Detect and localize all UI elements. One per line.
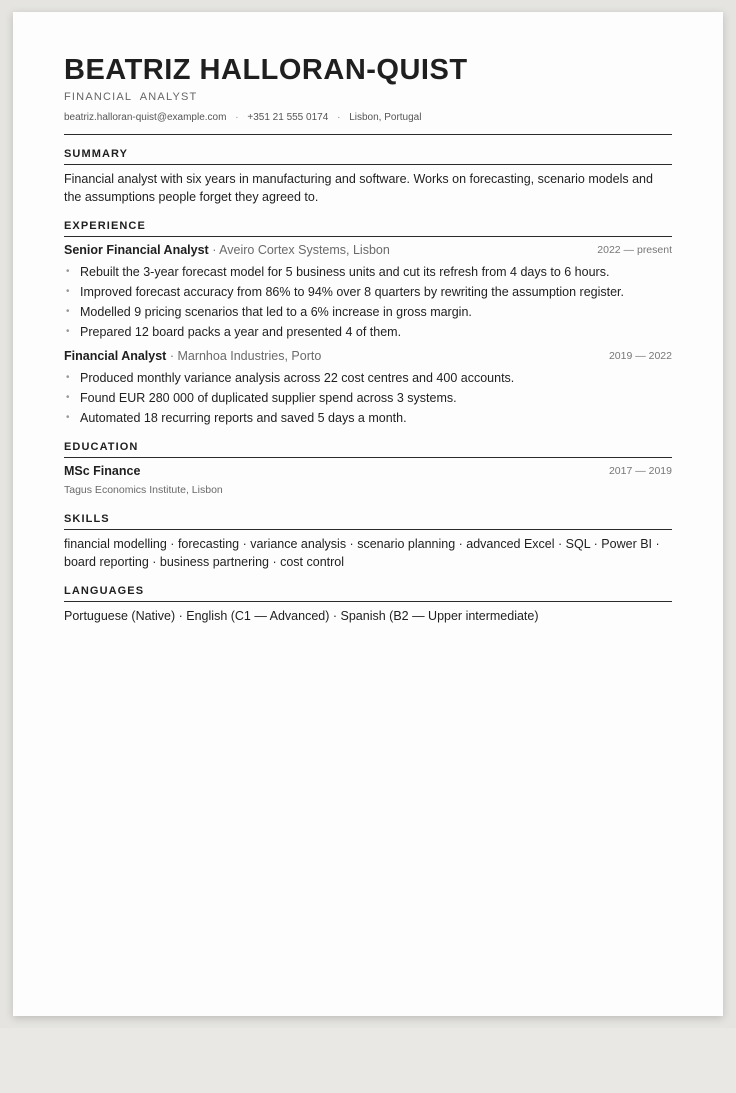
contact-phone[interactable]: +351 21 555 0174 [247,112,329,123]
education-header [64,464,672,482]
job-bullets [64,368,672,428]
skills-heading: SKILLS [64,513,110,525]
job-bullet: • Produced monthly variance analysis across 22 cost centres and 400 accounts. [64,368,672,388]
candidate-role: FINANCIAL ANALYST [64,91,198,103]
job-bullets [64,262,672,342]
job-dates: 2022 — present [597,244,672,256]
languages-heading: LANGUAGES [64,585,145,597]
experience-divider [64,236,672,237]
job-bullet: • Improved forecast accuracy from 86% to 94% over 8 quarters by rewriting the assumption register. [64,282,672,302]
job-header [64,243,672,261]
languages-divider [64,601,672,602]
education-divider [64,457,672,458]
background-band [0,1028,736,1093]
job-dates: 2019 — 2022 [608,350,672,362]
education-dates: 2017 — 2019 [608,465,672,477]
contact-separator: · [337,112,341,123]
contact-line [64,112,421,123]
candidate-name: BEATRIZ HALLORAN-QUIST [64,54,468,86]
job-bullet: • Modelled 9 pricing scenarios that led to a 6% increase in gross margin. [64,302,672,322]
education-heading: EDUCATION [64,441,139,453]
summary-divider [64,164,672,165]
job-bullet: • Prepared 12 board packs a year and presented 4 of them. [64,322,672,342]
education-degree: MSc Finance [64,464,141,478]
skills-divider [64,529,672,530]
job-bullet: • Found EUR 280 000 of duplicated supplier spend across 3 systems. [64,388,672,408]
contact-location: Lisbon, Portugal [349,112,422,123]
contact-separator: · [235,112,239,123]
education-school: Tagus Economics Institute, Lisbon [64,484,223,496]
job-bullet: • Automated 18 recurring reports and saved 5 days a month. [64,408,672,428]
job-bullet: • Rebuilt the 3-year forecast model for 5 business units and cut its refresh from 4 days to 6 hours. [64,262,672,282]
job-organization: · Aveiro Cortex Systems, Lisbon [208,243,390,257]
languages-text: Portuguese (Native) · English (C1 — Advanced) · Spanish (B2 — Upper intermediate) [64,609,539,623]
job-header [64,349,672,367]
job-title: Senior Financial Analyst [64,243,209,257]
summary-text: Financial analyst with six years in manufacturing and software. Works on forecasting, scenario models and the assumptions people forget they agreed to. [64,172,653,204]
job-title: Financial Analyst [64,349,167,363]
skills-text: financial modelling · forecasting · variance analysis · scenario planning · advanced Excel · SQL · Power BI · board reporting · business partnering · cost control [64,537,660,569]
experience-heading: EXPERIENCE [64,220,146,232]
resume-page [13,12,723,1016]
summary-heading: SUMMARY [64,148,129,160]
contact-email[interactable]: beatriz.halloran-quist@example.com [64,112,227,123]
header-divider [64,134,672,135]
job-organization: · Marnhoa Industries, Porto [166,349,322,363]
